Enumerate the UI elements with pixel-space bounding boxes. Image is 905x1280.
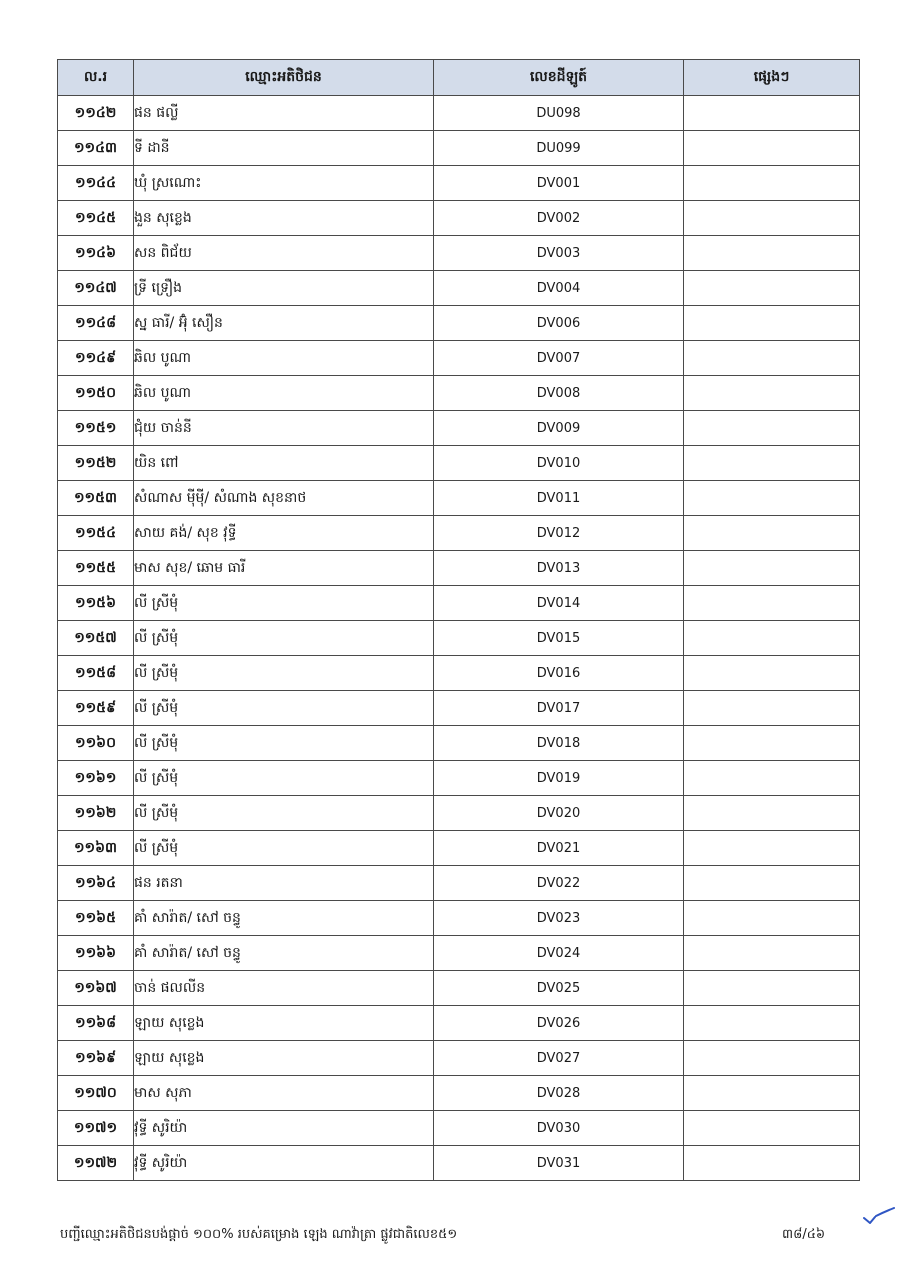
lot-number-cell: DV004 [434,271,684,306]
row-number-cell: ១១៦៧ [58,971,134,1006]
lot-number-cell: DU098 [434,96,684,131]
customer-name-cell: ឆិល បូណា [134,341,434,376]
other-cell [684,971,860,1006]
lot-number-cell: DV002 [434,201,684,236]
other-cell [684,271,860,306]
other-cell [684,131,860,166]
other-cell [684,481,860,516]
other-cell [684,306,860,341]
lot-number-cell: DV022 [434,866,684,901]
other-cell [684,691,860,726]
customer-name-cell: សំណាស ម៉ីម៉ី/ សំណាង សុខនាថ [134,481,434,516]
other-cell [684,376,860,411]
customer-name-cell: ស្ន ធារី/ អ៊ុំ សឿន [134,306,434,341]
customer-name-cell: ចាន់ ផលលីន [134,971,434,1006]
table-row [58,1146,860,1181]
customer-name-cell: ទ្រី ទ្រឿង [134,271,434,306]
lot-number-cell: DV018 [434,726,684,761]
other-cell [684,551,860,586]
table-row [58,1076,860,1111]
table-row [58,691,860,726]
row-number-cell: ១១៤៥ [58,201,134,236]
lot-number-cell: DV006 [434,306,684,341]
row-number-cell: ១១៥៣ [58,481,134,516]
row-number-cell: ១១៤៨ [58,306,134,341]
lot-number-cell: DV010 [434,446,684,481]
customer-name-cell: ផន រតនា [134,866,434,901]
customer-name-cell: ងួន សុខ្លេង [134,201,434,236]
lot-number-cell: DV024 [434,936,684,971]
table-row [58,271,860,306]
row-number-cell: ១១៦១ [58,761,134,796]
table-row [58,936,860,971]
customer-name-cell: លី ស្រីមុំ [134,621,434,656]
table-row [58,796,860,831]
lot-number-cell: DU099 [434,131,684,166]
other-cell [684,516,860,551]
table-row [58,481,860,516]
row-number-cell: ១១៦០ [58,726,134,761]
table-row [58,236,860,271]
lot-number-cell: DV001 [434,166,684,201]
lot-number-cell: DV030 [434,1111,684,1146]
lot-number-cell: DV011 [434,481,684,516]
header-customer-name: ឈ្មោះអតិថិជន [134,60,434,96]
table-row [58,341,860,376]
other-cell [684,96,860,131]
customer-name-cell: ឡាយ សុខ្លេង [134,1006,434,1041]
footer-caption: បញ្ជីឈ្មោះអតិថិជនបង់ផ្តាច់ ១០០% របស់គម្រោង ឡេង ណាវ៉ាត្រា ផ្លូវជាតិលេខ៥១ [60,1227,458,1242]
row-number-cell: ១១៥៦ [58,586,134,621]
other-cell [684,621,860,656]
table-row [58,306,860,341]
table-row [58,726,860,761]
other-cell [684,761,860,796]
other-cell [684,901,860,936]
row-number-cell: ១១៥៧ [58,621,134,656]
customer-name-cell: សន ពិជ័យ [134,236,434,271]
table-row [58,621,860,656]
customer-name-cell: ឃុំ ស្រណោះ [134,166,434,201]
row-number-cell: ១១៦៨ [58,1006,134,1041]
other-cell [684,1146,860,1181]
table-row [58,446,860,481]
other-cell [684,1076,860,1111]
customer-name-cell: លី ស្រីមុំ [134,691,434,726]
row-number-cell: ១១៥៤ [58,516,134,551]
other-cell [684,236,860,271]
row-number-cell: ១១៤២ [58,96,134,131]
table-row [58,411,860,446]
customer-name-cell: លី ស្រីមុំ [134,761,434,796]
row-number-cell: ១១៤៩ [58,341,134,376]
other-cell [684,446,860,481]
customer-name-cell: គាំ សារ៉ាត/ សៅ ចន្ធូ [134,901,434,936]
other-cell [684,831,860,866]
table-row [58,551,860,586]
customer-name-cell: សាយ គង់/ សុខ វុទ្ធី [134,516,434,551]
other-cell [684,1006,860,1041]
lot-number-cell: DV003 [434,236,684,271]
row-number-cell: ១១៤៧ [58,271,134,306]
table-row [58,866,860,901]
table-row [58,166,860,201]
customer-name-cell: ជុំយ ចាន់នី [134,411,434,446]
other-cell [684,726,860,761]
other-cell [684,1111,860,1146]
lot-number-cell: DV028 [434,1076,684,1111]
other-cell [684,341,860,376]
customer-name-cell: លី ស្រីមុំ [134,726,434,761]
table-row [58,586,860,621]
lot-number-cell: DV027 [434,1041,684,1076]
row-number-cell: ១១៧២ [58,1146,134,1181]
table-row [58,761,860,796]
lot-number-cell: DV023 [434,901,684,936]
other-cell [684,796,860,831]
customer-name-cell: គាំ សារ៉ាត/ សៅ ចន្ធូ [134,936,434,971]
table-row [58,901,860,936]
table-row [58,376,860,411]
table-row [58,201,860,236]
customer-name-cell: ទី ដានី [134,131,434,166]
customer-name-cell: លី ស្រីមុំ [134,586,434,621]
lot-number-cell: DV021 [434,831,684,866]
table-row [58,1041,860,1076]
table-row [58,1111,860,1146]
other-cell [684,201,860,236]
row-number-cell: ១១៤៤ [58,166,134,201]
table-row [58,656,860,691]
customer-name-cell: ឡាយ សុខ្លេង [134,1041,434,1076]
row-number-cell: ១១៦៦ [58,936,134,971]
table-row [58,831,860,866]
row-number-cell: ១១៥០ [58,376,134,411]
lot-number-cell: DV014 [434,586,684,621]
lot-number-cell: DV026 [434,1006,684,1041]
table-row [58,516,860,551]
customer-name-cell: លី ស្រីមុំ [134,796,434,831]
lot-number-cell: DV007 [434,341,684,376]
lot-number-cell: DV013 [434,551,684,586]
header-other: ផ្សេងៗ [684,60,860,96]
lot-number-cell: DV009 [434,411,684,446]
lot-number-cell: DV017 [434,691,684,726]
row-number-cell: ១១៦៤ [58,866,134,901]
customer-name-cell: វុទ្ធី សូរិយ៉ា [134,1111,434,1146]
row-number-cell: ១១៤៦ [58,236,134,271]
lot-number-cell: DV025 [434,971,684,1006]
customer-name-cell: វុទ្ធី សូរិយ៉ា [134,1146,434,1181]
table-row [58,1006,860,1041]
customer-name-cell: យិន ពៅ [134,446,434,481]
lot-number-cell: DV015 [434,621,684,656]
lot-number-cell: DV016 [434,656,684,691]
other-cell [684,1041,860,1076]
other-cell [684,656,860,691]
lot-number-cell: DV019 [434,761,684,796]
row-number-cell: ១១៦៥ [58,901,134,936]
row-number-cell: ១១៦២ [58,796,134,831]
customer-table [57,59,860,1181]
other-cell [684,411,860,446]
row-number-cell: ១១៥៨ [58,656,134,691]
page-number: ៣៨/៤៦ [782,1227,826,1242]
customer-name-cell: មាស សុខ/ ឆោម ធារី [134,551,434,586]
row-number-cell: ១១៧០ [58,1076,134,1111]
header-lot-number: លេខដីឡូត៍ [434,60,684,96]
handwritten-check-icon [862,1206,896,1228]
table-row [58,96,860,131]
row-number-cell: ១១៥៥ [58,551,134,586]
row-number-cell: ១១៧១ [58,1111,134,1146]
customer-name-cell: ផន ផល្លី [134,96,434,131]
row-number-cell: ១១៤៣ [58,131,134,166]
row-number-cell: ១១៥៩ [58,691,134,726]
table-body [58,96,860,1181]
row-number-cell: ១១៦៩ [58,1041,134,1076]
customer-name-cell: ឆិល បូណា [134,376,434,411]
customer-name-cell: លី ស្រីមុំ [134,656,434,691]
lot-number-cell: DV031 [434,1146,684,1181]
header-number: ល.រ [58,60,134,96]
table-row [58,971,860,1006]
other-cell [684,866,860,901]
lot-number-cell: DV020 [434,796,684,831]
lot-number-cell: DV012 [434,516,684,551]
row-number-cell: ១១៥២ [58,446,134,481]
other-cell [684,586,860,621]
other-cell [684,936,860,971]
other-cell [684,166,860,201]
table-row [58,131,860,166]
table-header-row [58,60,860,96]
lot-number-cell: DV008 [434,376,684,411]
row-number-cell: ១១៦៣ [58,831,134,866]
row-number-cell: ១១៥១ [58,411,134,446]
customer-name-cell: មាស សុភា [134,1076,434,1111]
customer-name-cell: លី ស្រីមុំ [134,831,434,866]
